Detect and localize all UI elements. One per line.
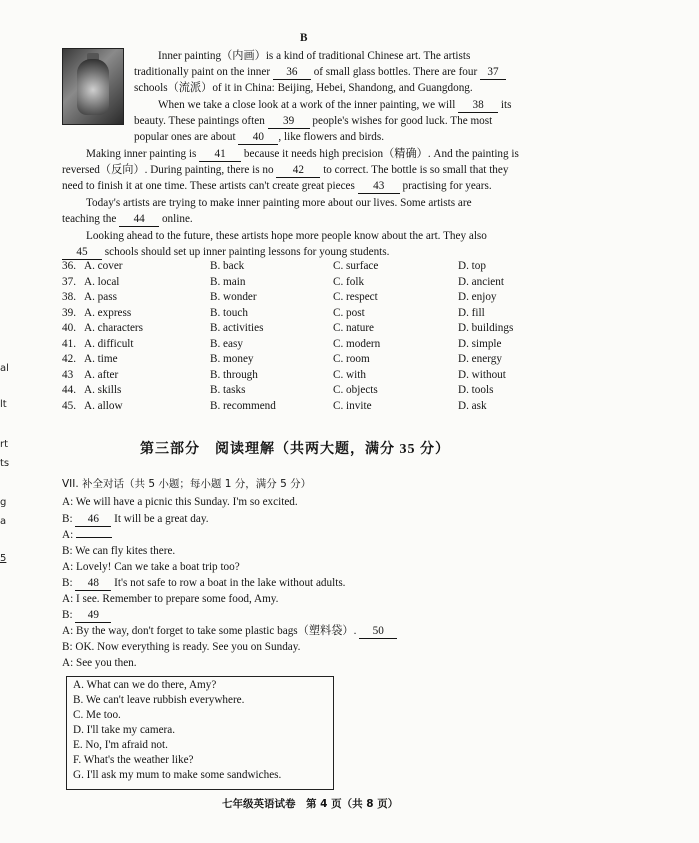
edge-mark: 5: [0, 553, 7, 564]
option-row: 42. A. time B. money C. room D. energy: [62, 352, 532, 368]
edge-mark: al: [0, 363, 9, 374]
blank-45: 45: [62, 246, 102, 260]
blank-49: 49: [75, 609, 111, 623]
option-a[interactable]: A. local: [84, 275, 120, 288]
option-d[interactable]: D. top: [458, 260, 486, 272]
option-c[interactable]: C. objects: [333, 384, 378, 396]
option-d[interactable]: D. fill: [458, 306, 485, 319]
option-row: 43 A. after B. through C. with D. without: [62, 368, 532, 384]
blank-38: 38: [458, 99, 498, 113]
inner-painting-bottle-image: [62, 48, 124, 125]
blank-50: 50: [359, 625, 397, 639]
option-a[interactable]: A. pass: [84, 291, 117, 303]
blank-37: 37: [480, 66, 506, 80]
choice-item[interactable]: B. We can't leave rubbish everywhere.: [73, 694, 245, 706]
dialogue-line: A:: [62, 527, 112, 543]
option-c[interactable]: C. respect: [333, 291, 378, 303]
blank-41: 41: [199, 148, 241, 162]
passage-line: schools（流派）of it in China: Beijing, Hebei, Shandong, and Guangdong.: [134, 82, 473, 94]
choice-item[interactable]: E. No, I'm afraid not.: [73, 739, 168, 751]
option-row: 38. A. pass B. wonder C. respect D. enjoy: [62, 290, 532, 306]
option-a[interactable]: A. after: [84, 368, 119, 381]
passage-line: teaching the 44 online.: [62, 213, 193, 225]
passage-line: Looking ahead to the future, these artists hope more people know about the art. They also: [86, 230, 487, 242]
option-d[interactable]: D. simple: [458, 337, 502, 350]
passage-line: reversed（反向）. During painting, there is no 42 to correct. The bottle is so small that they: [62, 164, 509, 176]
edge-mark: a: [0, 516, 7, 527]
choice-item[interactable]: D. I'll take my camera.: [73, 724, 176, 736]
option-d[interactable]: D. enjoy: [458, 291, 497, 303]
option-row: 39. A. express B. touch C. post D. fill: [62, 306, 532, 322]
part-title: 第三部分 阅读理解（共两大题，满分 35 分）: [140, 442, 450, 457]
choice-item[interactable]: F. What's the weather like?: [73, 754, 194, 766]
option-b[interactable]: B. activities: [210, 322, 264, 334]
option-a[interactable]: A. difficult: [84, 337, 134, 350]
option-c[interactable]: C. room: [333, 353, 370, 365]
option-b[interactable]: B. recommend: [210, 399, 276, 412]
choice-item[interactable]: C. Me too.: [73, 709, 121, 721]
option-b[interactable]: B. tasks: [210, 384, 246, 396]
passage-line: traditionally paint on the inner 36 of small glass bottles. There are four 37: [134, 64, 506, 80]
blank-36: 36: [273, 66, 311, 80]
option-a[interactable]: A. skills: [84, 384, 122, 396]
option-a[interactable]: A. cover: [84, 260, 123, 272]
option-d[interactable]: D. ask: [458, 399, 487, 412]
option-d[interactable]: D. ancient: [458, 275, 504, 288]
option-b[interactable]: B. wonder: [210, 291, 257, 303]
option-d[interactable]: D. tools: [458, 384, 494, 396]
option-a[interactable]: A. characters: [84, 322, 144, 334]
option-d[interactable]: D. buildings: [458, 322, 514, 334]
option-c[interactable]: C. modern: [333, 337, 381, 350]
dialogue-line: A: We will have a picnic this Sunday. I'm so excited.: [62, 496, 298, 508]
blank-47: [76, 537, 112, 538]
option-c[interactable]: C. surface: [333, 260, 379, 272]
option-b[interactable]: B. main: [210, 275, 246, 288]
option-row: 40. A. characters B. activities C. nature D. buildings: [62, 321, 532, 337]
option-a[interactable]: A. time: [84, 353, 118, 365]
option-row: 36. A. cover B. back C. surface D. top: [62, 259, 532, 275]
dialogue-line: A: I see. Remember to prepare some food, Amy.: [62, 593, 279, 605]
option-b[interactable]: B. back: [210, 260, 245, 272]
dialogue-line: A: By the way, don't forget to take some plastic bags（塑料袋）. 50: [62, 623, 397, 639]
option-b[interactable]: B. easy: [210, 337, 243, 350]
dialogue-line: B: 48 It's not safe to row a boat in the lake without adults.: [62, 577, 346, 589]
choices-box: [66, 676, 334, 790]
dialogue-line: B: 46 It will be a great day.: [62, 513, 209, 525]
option-b[interactable]: B. money: [210, 353, 254, 365]
passage-line: Making inner painting is 41 because it needs high precision（精确）. And the painting is: [86, 148, 519, 160]
blank-44: 44: [119, 213, 159, 227]
edge-mark: lt: [0, 399, 7, 410]
passage-line: need to finish it at one time. These artists can't create great pieces 43 practising for years.: [62, 180, 492, 192]
dialogue-line: A: Lovely! Can we take a boat trip too?: [62, 561, 240, 573]
option-row: 41. A. difficult B. easy C. modern D. simple: [62, 337, 532, 353]
blank-39: 39: [268, 115, 310, 129]
option-c[interactable]: C. nature: [333, 322, 375, 334]
option-d[interactable]: D. energy: [458, 353, 502, 365]
blank-43: 43: [358, 180, 400, 194]
edge-mark: rt: [0, 439, 9, 450]
passage-line: beauty. These paintings often 39 people's wishes for good luck. The most: [134, 115, 493, 127]
option-d[interactable]: D. without: [458, 368, 506, 381]
blank-46: 46: [75, 513, 111, 527]
passage-line: 45 schools should set up inner painting lessons for young students.: [62, 244, 389, 260]
option-c[interactable]: C. folk: [333, 275, 365, 288]
blank-40: 40: [238, 131, 278, 145]
option-a[interactable]: A. allow: [84, 399, 123, 412]
passage-line: popular ones are about 40 , like flowers and birds.: [134, 131, 385, 143]
option-a[interactable]: A. express: [84, 306, 132, 319]
edge-mark: g: [0, 497, 7, 508]
dialogue-line: A: See you then.: [62, 657, 137, 669]
option-row: 44. A. skills B. tasks C. objects D. tools: [62, 383, 532, 399]
option-b[interactable]: B. through: [210, 368, 258, 381]
section-title: VII. 补全对话（共 5 小题；每小题 1 分，满分 5 分）: [62, 478, 312, 490]
edge-mark: ts: [0, 458, 10, 469]
option-c[interactable]: C. with: [333, 368, 366, 381]
passage-line: When we take a close look at a work of the inner painting, we will 38 its: [158, 99, 512, 111]
passage-line: Today's artists are trying to make inner painting more about our lives. Some artists are: [86, 197, 472, 209]
dialogue-line: B: 49: [62, 607, 111, 623]
page-footer: 七年级英语试卷 第 4 页（共 8 页）: [222, 798, 399, 810]
option-c[interactable]: C. invite: [333, 399, 372, 412]
option-b[interactable]: B. touch: [210, 306, 248, 319]
section-label: B: [300, 32, 308, 44]
choice-item[interactable]: G. I'll ask my mum to make some sandwiches.: [73, 769, 282, 781]
option-c[interactable]: C. post: [333, 306, 365, 319]
dialogue-line: B: OK. Now everything is ready. See you on Sunday.: [62, 641, 301, 653]
option-row: 45. A. allow B. recommend C. invite D. ask: [62, 399, 532, 415]
option-row: 37. A. local B. main C. folk D. ancient: [62, 275, 532, 291]
choice-item[interactable]: A. What can we do there, Amy?: [73, 679, 217, 691]
blank-42: 42: [276, 164, 320, 178]
passage-line: Inner painting（内画）is a kind of traditional Chinese art. The artists: [158, 50, 471, 62]
dialogue-line: B: We can fly kites there.: [62, 545, 176, 557]
blank-48: 48: [75, 577, 111, 591]
